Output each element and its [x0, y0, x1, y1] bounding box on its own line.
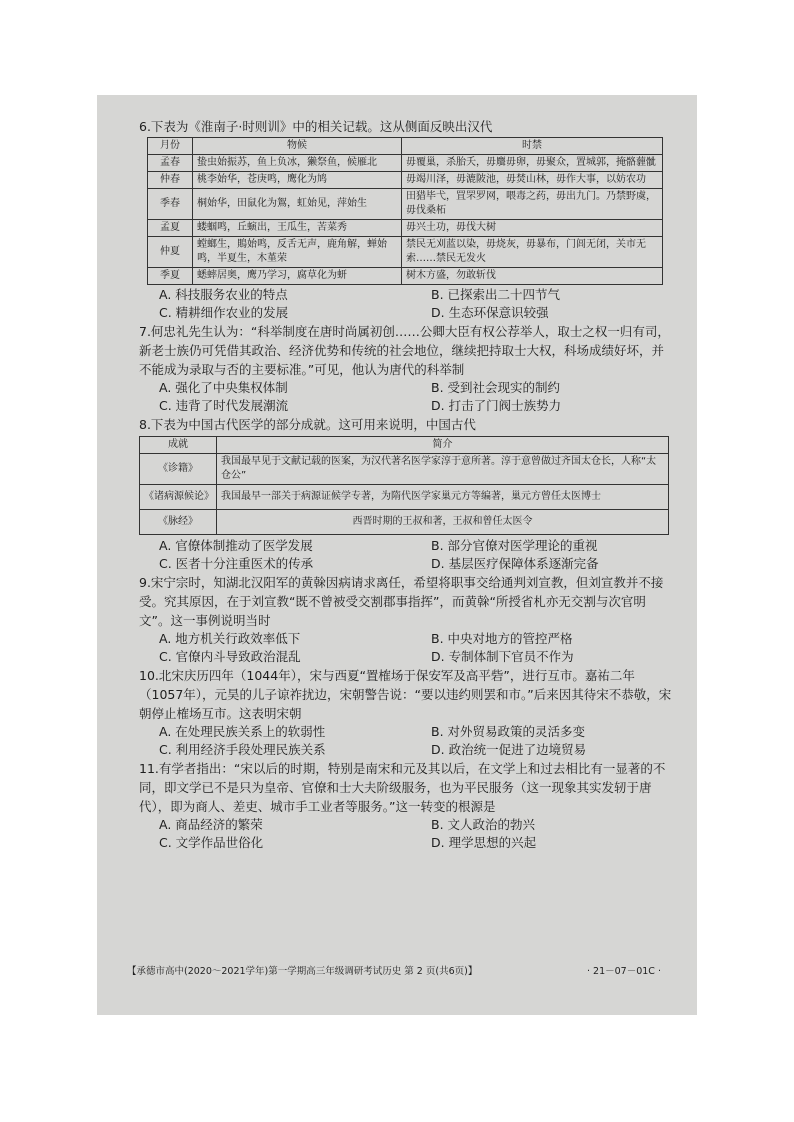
- cell-intro: 我国最早见于文献记载的医案，为汉代著名医学家淳于意所著。淳于意曾做过齐国太仓长，人称“太仓公”: [217, 454, 669, 485]
- option-a: A. 官僚体制推动了医学发展: [159, 538, 313, 553]
- question-7-options: [139, 379, 674, 415]
- option-b: B. 对外贸易政策的灵活多变: [431, 724, 586, 739]
- question-11-stem: 11.有学者指出：“宋以后的时期，特别是南宋和元及其以后，在文学上和过去相比有一显著的不同，即文学已不是只为皇帝、官僚和士大夫阶级服务，也为平民服务（这一现象其实发轫于唐代），即为商人、差吏、城市手工业者等服务。”这一转变的根源是: [139, 761, 666, 814]
- option-c: C. 医者十分注重医术的传承: [159, 556, 314, 571]
- question-8-stem: 8.下表为中国古代医学的部分成就。这可用来说明，中国古代: [139, 417, 476, 432]
- cell-month: 仲夏: [148, 237, 193, 268]
- option-a: A. 商品经济的繁荣: [159, 817, 263, 832]
- cell-prohibition: 毋覆巢，杀胎夭，毋麛毋卵，毋聚众，置城郭，掩骼薶骴: [402, 155, 663, 172]
- table-row: [148, 268, 663, 285]
- question-10-stem: 10.北宋庆历四年（1044年），宋与西夏“置榷场于保安军及高平砦”，进行互市。嘉祐二年（1057年），元昊的儿子谅祚扰边，宋朝警告说：“要以违约则罢和市。”后来因其待宋不恭敬，宋朝停止榷场互市。这表明宋朝: [139, 668, 672, 721]
- cell-phenology: 桐始华，田鼠化为鴽，虹始见，萍始生: [193, 189, 402, 220]
- option-d: D. 打击了门阀士族势力: [431, 398, 562, 413]
- table-row: [148, 220, 663, 237]
- page-footer: [127, 963, 687, 977]
- option-b: B. 受到社会现实的制约: [431, 380, 561, 395]
- option-b: B. 文人政治的勃兴: [431, 817, 536, 832]
- question-7-stem: 7.何忠礼先生认为：“科举制度在唐时尚属初创……公卿大臣有权公荐举人，取士之权一归有司，新老士族仍可凭借其政治、经济优势和传统的社会地位，继续把持取士大权，科场成绩好坏，并不能成为录取与否的主要标准。”可见，他认为唐代的科举制: [139, 324, 670, 377]
- cell-phenology: 桃李始华，苍庚鸣，鹰化为鸠: [193, 172, 402, 189]
- cell-prohibition: 毋竭川泽，毋漉陂池，毋焚山林，毋作大事，以妨农功: [402, 172, 663, 189]
- question-8-options: [139, 537, 674, 573]
- table-row: [140, 485, 669, 510]
- question-11-options: [139, 816, 674, 852]
- option-a: A. 科技服务农业的特点: [159, 287, 288, 302]
- cell-month: 季夏: [148, 268, 193, 285]
- table-medicine: [139, 436, 669, 535]
- table-row: [148, 155, 663, 172]
- cell-month: 仲春: [148, 172, 193, 189]
- question-6-options: [139, 286, 674, 322]
- table-row: [148, 172, 663, 189]
- footer-text: 【承德市高中(2020～2021学年)第一学期高三年级调研考试历史 第 2 页(共6页)】: [127, 966, 478, 977]
- header-prohibition: 时禁: [402, 138, 663, 155]
- cell-intro: 我国最早一部关于病源证候学专著，为隋代医学家巢元方等编著，巢元方曾任太医博士: [217, 485, 669, 510]
- cell-intro: 西晋时期的王叔和著，王叔和曾任太医令: [217, 510, 669, 535]
- option-b: B. 中央对地方的管控严格: [431, 631, 573, 646]
- header-introduction: 简介: [217, 437, 669, 454]
- option-b: B. 部分官僚对医学理论的重视: [431, 538, 598, 553]
- option-c: C. 官僚内斗导致政治混乱: [159, 649, 301, 664]
- option-b: B. 已探索出二十四节气: [431, 287, 561, 302]
- question-7: [139, 322, 674, 415]
- cell-book: 《脉经》: [140, 510, 217, 535]
- option-d: D. 政治统一促进了边境贸易: [431, 742, 587, 757]
- cell-book: 《诸病源候论》: [140, 485, 217, 510]
- option-c: C. 精耕细作农业的发展: [159, 305, 289, 320]
- cell-phenology: 蟋蟀居奥，鹰乃学习，腐草化为蚈: [193, 268, 402, 285]
- cell-month: 孟春: [148, 155, 193, 172]
- question-8: [139, 415, 674, 573]
- cell-phenology: 蛰虫始振苏，鱼上负冰，獭祭鱼，候雁北: [193, 155, 402, 172]
- question-11: [139, 759, 674, 852]
- table-row: [148, 237, 663, 268]
- question-10-options: [139, 723, 674, 759]
- cell-prohibition: 田猎毕弋，罝罘罗网，喂毒之药，毋出九门。乃禁野虞，毋伐桑柘: [402, 189, 663, 220]
- header-phenology: 物候: [193, 138, 402, 155]
- option-c: C. 违背了时代发展潮流: [159, 398, 289, 413]
- header-month: 月份: [148, 138, 193, 155]
- table-shiling: [147, 137, 663, 285]
- cell-prohibition: 禁民无刈蓝以染，毋烧灰，毋暴布，门闾无闭，关市无索……禁民无发火: [402, 237, 663, 268]
- option-d: D. 理学思想的兴起: [431, 835, 537, 850]
- question-6: [139, 117, 674, 322]
- cell-book: 《诊籍》: [140, 454, 217, 485]
- question-9: [139, 573, 674, 666]
- cell-phenology: 螳螂生，鵙始鸣，反舌无声，鹿角解，蝉始鸣，半夏生，木堇荣: [193, 237, 402, 268]
- footer-code: · 21－07－01C ·: [587, 966, 661, 977]
- table-row: [148, 189, 663, 220]
- question-9-stem: 9.宋宁宗时，知湖北汉阳军的黄榦因病请求离任，希望将职事交给通判刘宣教，但刘宣教并不接受。究其原因，在于刘宣教“既不曾被受交割郡事指挥”，而黄榦“所授省札亦无交割与次官明文”。这一事例说明当时: [139, 575, 664, 628]
- cell-month: 孟夏: [148, 220, 193, 237]
- table-row: [140, 510, 669, 535]
- option-d: D. 专制体制下官员不作为: [431, 649, 574, 664]
- page-content: [139, 117, 674, 852]
- exam-page: [97, 95, 697, 1015]
- option-d: D. 基层医疗保障体系逐渐完备: [431, 556, 599, 571]
- question-6-stem: 6.下表为《淮南子·时则训》中的相关记载。这从侧面反映出汉代: [139, 119, 493, 134]
- header-achievement: 成就: [140, 437, 217, 454]
- question-10: [139, 666, 674, 759]
- question-9-options: [139, 630, 674, 666]
- option-a: A. 强化了中央集权体制: [159, 380, 288, 395]
- cell-month: 季春: [148, 189, 193, 220]
- option-a: A. 在处理民族关系上的软弱性: [159, 724, 326, 739]
- option-d: D. 生态环保意识较强: [431, 305, 549, 320]
- option-a: A. 地方机关行政效率低下: [159, 631, 301, 646]
- table-row: [140, 454, 669, 485]
- table-header-row: [140, 437, 669, 454]
- cell-phenology: 蝼蝈鸣，丘螾出，王瓜生，苦菜秀: [193, 220, 402, 237]
- option-c: C. 利用经济手段处理民族关系: [159, 742, 326, 757]
- option-c: C. 文学作品世俗化: [159, 835, 264, 850]
- cell-prohibition: 树木方盛，勿敢斩伐: [402, 268, 663, 285]
- table-header-row: [148, 138, 663, 155]
- cell-prohibition: 毋兴土功，毋伐大树: [402, 220, 663, 237]
